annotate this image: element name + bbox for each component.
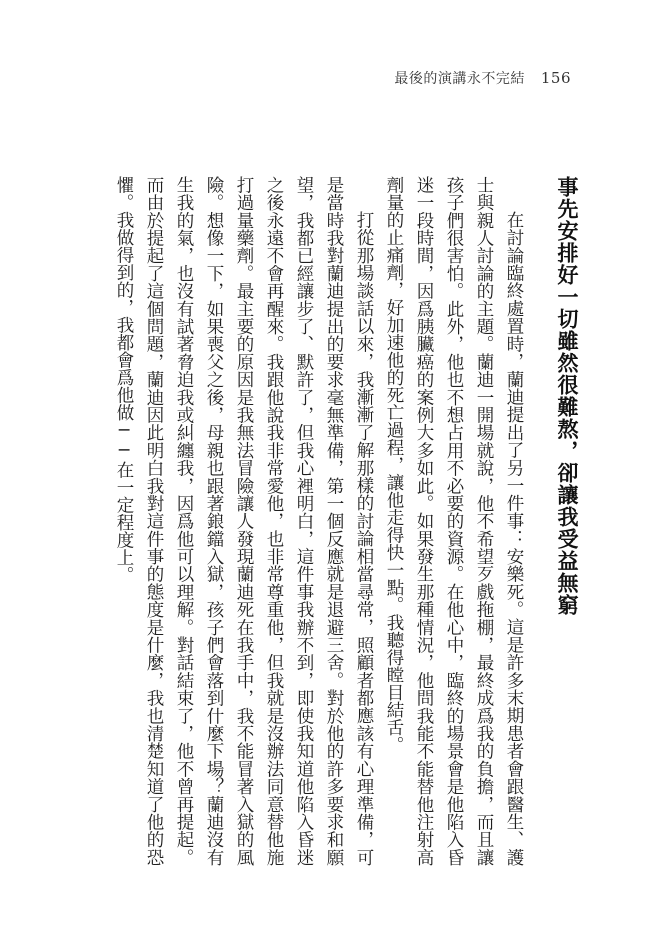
page-number: 156: [540, 69, 571, 87]
paragraph-caregiver-response: 打從那場談話以來，我漸漸了解那樣的討論相當尋常，照顧者都應該有心理準備，可是當時我對蘭迪提出的要求毫無準備，第一個反應就是退避三舍。對於他的許多要求和願望，我都已經讓步了、默許了，但我心裡明白，這件事我辦不到，即使我知道他陷入昏迷之後永遠不會再醒來。我跟他說我非常愛他，也非常尊重他，但我就是沒辦法同意替他施打過量藥劑。最主要的原因是我無法冒險讓人發現蘭迪死在我手中，我不能冒著入獄的風險。想像一下，如果喪父之後，母親也跟著鋃鐺入獄，孩子們會落到什麼下場？蘭迪沒有生我的氣，也沒有試著脅迫我或糾纏我，因爲他可以理解。對話結束了，他不曾再提起。而由於提起了這個問題，蘭迪因此明白我對這件事的態度是什麼，我也清楚知道了他的恐懼。我做得到的，我都會爲他做──在一定程度上。: [114, 176, 374, 866]
paragraph-euthanasia-request: 在討論臨終處置時，蘭迪提出了另一件事：安樂死。這是許多末期患者會跟醫生、護士與親人討論的主題。蘭迪一開場就說，他不希望歹戲拖棚，最終成爲我的負擔，而且讓孩子們很害怕。此外，他也不想占用不必要的資源。在他心中，臨終的場景會是他陷入昏迷一段時間，因爲胰臟癌的案例大多如此。如果發生那種情況，他問我能不能替他注射高劑量的止痛劑，好加速他的死亡過程，讓他走得快一點。我聽得瞠目結舌。: [384, 176, 524, 866]
running-header: [394, 68, 571, 88]
chapter-title: 事先安排好一切雖然很難熬，卻讓我受益無窮: [555, 176, 579, 616]
vertical-text-body: [99, 176, 579, 866]
running-title: 最後的演講永不完結: [394, 71, 525, 87]
